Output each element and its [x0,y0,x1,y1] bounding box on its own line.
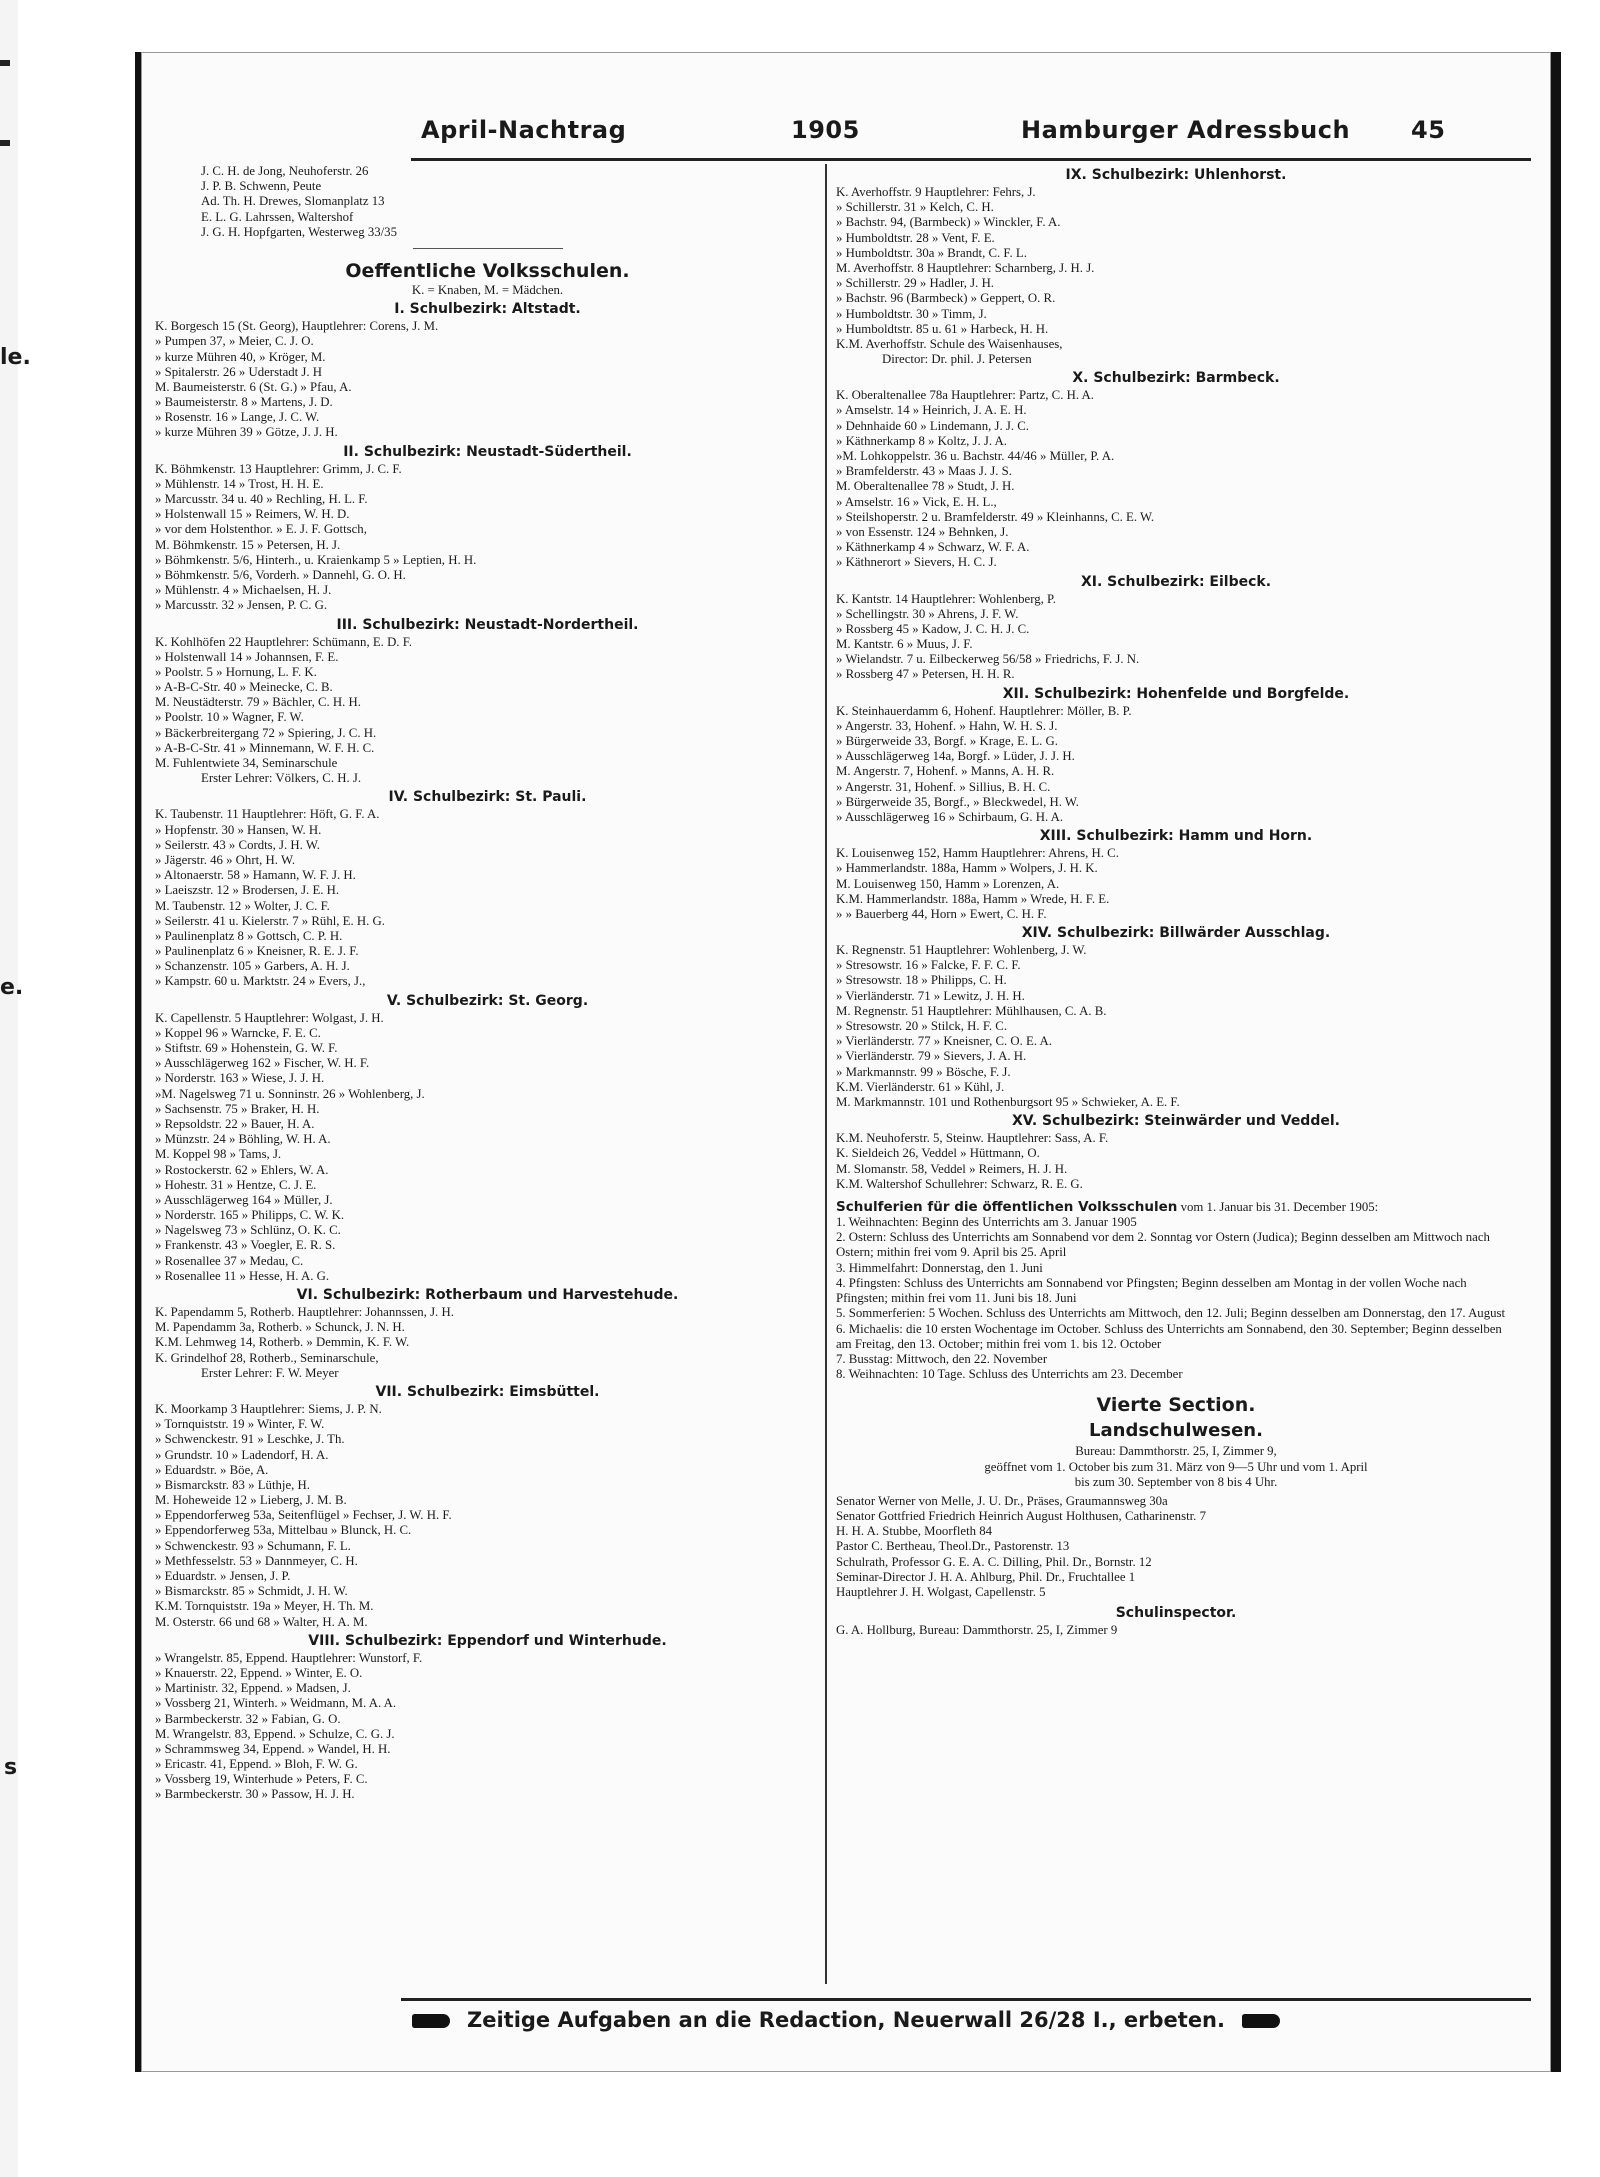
school-line: M. Markmannstr. 101 und Rothenburgsort 95 » Schwieker, A. E. F. [836,1094,1180,1109]
school-line: K. Moorkamp 3 Hauptlehrer: Siems, J. P. N. [155,1401,382,1416]
right-column [836,164,1516,1638]
school-line: » Bramfelderstr. 43 » Maas J. J. S. [836,464,1012,479]
school-line: » Stiftstr. 69 » Hohenstein, G. W. F. [155,1041,338,1056]
school-line: » Schrammsweg 34, Eppend. » Wandel, H. H. [155,1741,391,1756]
school-line: K.M. Waltershof Schullehrer: Schwarz, R. E. G. [836,1176,1083,1191]
edge-mark [0,140,10,146]
footer-text: Zeitige Aufgaben an die Redaction, Neuerwall 26/28 I., erbeten. [467,2008,1225,2032]
section-title: VI. Schulbezirk: Rotherbaum und Harvestehude. [296,1287,679,1304]
school-line: » Stresowstr. 20 » Stilck, H. F. C. [836,1019,1008,1033]
member-line: Pastor C. Bertheau, Theol.Dr., Pastorenstr. 13 [836,1539,1070,1554]
right-sections [836,166,1516,1192]
school-line: K. Böhmkenstr. 13 Hauptlehrer: Grimm, J. C. F. [155,461,402,476]
school-line: » Markmannstr. 99 » Bösche, F. J. [836,1064,1011,1079]
school-line: M. Böhmkenstr. 15 » Petersen, H. J. [155,537,341,552]
school-line: » Eduardstr. » Jensen, J. P. [155,1569,291,1584]
school-line: » Holstenwall 14 » Johannsen, F. E. [155,649,339,664]
school-line: » Wrangelstr. 85, Eppend. Hauptlehrer: Wunstorf, F. [155,1650,423,1665]
school-line: M. Osterstr. 66 und 68 » Walter, H. A. M. [155,1614,368,1629]
school-line: » Knauerstr. 22, Eppend. » Winter, E. O. [155,1665,363,1680]
school-line: » Ausschlägerweg 16 » Schirbaum, G. H. A. [836,809,1064,824]
section-title: XIV. Schulbezirk: Billwärder Ausschlag. [1021,925,1331,942]
margin-mark: le. [0,345,31,370]
school-line: M. Oberaltenallee 78 » Studt, J. H. [836,479,1015,494]
left-column [155,164,820,1803]
column-divider [825,164,827,1984]
school-line: M. Averhoffstr. 8 Hauptlehrer: Scharnberg, J. H. J. [836,260,1095,275]
ferien-item: 5. Sommerferien: 5 Wochen. Schluss des Unterrichts am Mittwoch, den 12. Juli; Beginn desselben am Donnerstag, den 17. August [836,1306,1506,1321]
school-line: K.M. Averhoffstr. Schule des Waisenhauses, [836,336,1063,351]
school-line: K. Borgesch 15 (St. Georg), Hauptlehrer: Corens, J. M. [155,319,439,334]
school-line: » Spitalerstr. 26 » Uderstadt J. H [155,364,323,379]
pointing-hand-icon [412,2014,450,2028]
ferien-item: 4. Pfingsten: Schluss des Unterrichts am Sonnabend vor Pfingsten; Beginn desselben am Montag in der vollen Woche nach Pfingsten; mithin frei vom 11. Juni bis 18. Juni [836,1275,1467,1306]
member-line: Senator Gottfried Friedrich Heinrich August Holthusen, Catharinenstr. 7 [836,1509,1206,1524]
bureau-block [836,1444,1516,1490]
page-number: 45 [1411,116,1446,144]
left-sections [155,300,820,1803]
scan-left-edge [0,0,18,2177]
school-line: » Seilerstr. 43 » Cordts, J. H. W. [155,837,320,852]
school-line: » Bismarckstr. 85 » Schmidt, J. H. W. [155,1584,348,1599]
school-line: » Bismarckstr. 83 » Lüthje, H. [155,1477,310,1492]
school-line: » Laeiszstr. 12 » Brodersen, J. E. H. [155,883,340,898]
section-title: IV. Schulbezirk: St. Pauli. [388,789,587,806]
section-title: III. Schulbezirk: Neustadt-Nordertheil. [336,616,639,633]
school-line: » Methfesselstr. 53 » Dannmeyer, C. H. [155,1553,358,1568]
school-line: » Ausschlägerweg 14a, Borgf. » Lüder, J. J. H. [836,749,1075,764]
school-line: » Käthnerkamp 4 » Schwarz, W. F. A. [836,540,1030,555]
school-line: » Rosenallee 37 » Medau, C. [155,1253,304,1268]
member-line: Seminar-Director J. H. A. Ahlburg, Phil. Dr., Fruchtallee 1 [836,1569,1136,1584]
school-line: » Eduardstr. » Böe, A. [155,1462,269,1477]
school-line: K. Averhoffstr. 9 Hauptlehrer: Fehrs, J. [836,185,1036,199]
school-line: » von Essenstr. 124 » Behnken, J. [836,524,1009,539]
ferien-title: Schulferien für die öffentlichen Volksschulen [836,1198,1178,1215]
school-line: »M. Lohkoppelstr. 36 u. Bachstr. 44/46 » Müller, P. A. [836,449,1115,463]
school-line: » A-B-C-Str. 40 » Meinecke, C. B. [155,680,333,695]
school-line: K.M. Neuhoferstr. 5, Steinw. Hauptlehrer: Sass, A. F. [836,1131,1109,1146]
school-line: Director: Dr. phil. J. Petersen [882,352,1032,367]
bureau-line: geöffnet vom 1. October bis zum 31. März von 9—5 Uhr und vom 1. April [984,1459,1368,1474]
school-line: » Frankenstr. 43 » Voegler, E. R. S. [155,1238,336,1253]
ferien-item: 1. Weihnachten: Beginn des Unterrichts am 3. Januar 1905 [836,1215,1137,1230]
member-line: H. H. A. Stubbe, Moorfleth 84 [836,1524,993,1539]
member-line: Schulrath, Professor G. E. A. C. Dilling, Phil. Dr., Bornstr. 12 [836,1554,1152,1569]
school-line: » A-B-C-Str. 41 » Minnemann, W. F. H. C. [155,740,375,755]
school-line: » Böhmkenstr. 5/6, Hinterh., u. Kraienkamp 5 » Leptien, H. H. [155,552,477,567]
school-line: » Stresowstr. 18 » Philipps, C. H. [836,973,1007,988]
vierte-section-title: Vierte Section. [1096,1394,1256,1417]
section-title: X. Schulbezirk: Barmbeck. [1072,370,1280,387]
school-line: M. Slomanstr. 58, Veddel » Reimers, H. J. H. [836,1161,1068,1176]
school-line: K.M. Tornquiststr. 19a » Meyer, H. Th. M. [155,1599,374,1614]
vierte-section-subtitle: Landschulwesen. [1089,1420,1263,1442]
school-line: M. Kantstr. 6 » Muus, J. F. [836,637,973,652]
school-line: M. Taubenstr. 12 » Wolter, J. C. F. [155,898,330,913]
school-line: K. Kohlhöfen 22 Hauptlehrer: Schümann, E. D. F. [155,634,412,649]
school-line: » Bürgerweide 35, Borgf., » Bleckwedel, H. W. [836,794,1079,809]
school-line: » Hohestr. 31 » Hentze, C. J. E. [155,1177,317,1192]
school-line: » Bäckerbreitergang 72 » Spiering, J. C. H. [155,725,377,740]
pointing-hand-icon [1242,2014,1280,2028]
section-title: IX. Schulbezirk: Uhlenhorst. [1065,167,1287,183]
school-line: » Kampstr. 60 u. Marktstr. 24 » Evers, J., [155,974,366,989]
ferien-heading [836,1200,1516,1215]
school-line: » Steilshoperstr. 2 u. Bramfelderstr. 49 » Kleinhanns, C. E. W. [836,509,1155,524]
school-line: M. Regnenstr. 51 Hauptlehrer: Mühlhausen, C. A. B. [836,1003,1107,1018]
section-title: XV. Schulbezirk: Steinwärder und Veddel. [1012,1113,1340,1130]
members-list [836,1494,1516,1600]
school-line: » Vierländerstr. 77 » Kneisner, C. O. E. A. [836,1034,1052,1049]
school-line: » Rosenallee 11 » Hesse, H. A. G. [155,1268,330,1283]
school-line: » Angerstr. 33, Hohenf. » Hahn, W. H. S. J. [836,718,1058,733]
school-line: K. Grindelhof 28, Rotherb., Seminarschule, [155,1350,379,1365]
legend: K. = Knaben, M. = Mädchen. [411,282,564,297]
school-line: » Rossberg 47 » Petersen, H. H. R. [836,667,1015,682]
top-entries [155,164,820,240]
school-line: » Marcusstr. 34 u. 40 » Rechling, H. L. F. [155,492,368,507]
inspector-line: G. A. Hollburg, Bureau: Dammthorstr. 25, I, Zimmer 9 [836,1623,1118,1638]
entry-line: J. P. B. Schwenn, Peute [201,179,322,194]
school-line: » Poolstr. 10 » Wagner, F. W. [155,710,304,725]
section-title: I. Schulbezirk: Altstadt. [394,301,581,318]
school-line: » Grundstr. 10 » Ladendorf, H. A. [155,1447,329,1462]
header-year: 1905 [791,116,860,144]
page-footer [141,2008,1551,2032]
school-line: » Vossberg 21, Winterh. » Weidmann, M. A. A. [155,1696,397,1711]
member-line: Hauptlehrer J. H. Wolgast, Capellenstr. 5 [836,1585,1046,1600]
entry-line: Ad. Th. H. Drewes, Slomanplatz 13 [201,194,385,209]
ferien-item: 7. Busstag: Mittwoch, den 22. November [836,1351,1048,1366]
school-line: K.M. Vierländerstr. 61 » Kühl, J. [836,1079,1005,1094]
entry-line: J. G. H. Hopfgarten, Westerweg 33/35 [201,224,397,239]
school-line: » Dehnhaide 60 » Lindemann, J. J. C. [836,418,1029,433]
school-line: » Amselstr. 16 » Vick, E. H. L., [836,494,997,509]
school-line: » Schwenckestr. 91 » Leschke, J. Th. [155,1432,345,1447]
ferien-item: 3. Himmelfahrt: Donnerstag, den 1. Juni [836,1260,1043,1275]
ferien-item: 8. Weihnachten: 10 Tage. Schluss des Unterrichts am 23. December [836,1367,1183,1382]
school-line: » Tornquiststr. 19 » Winter, F. W. [155,1417,325,1432]
member-line: Senator Werner von Melle, J. U. Dr., Präses, Graumannsweg 30a [836,1493,1168,1508]
school-line: M. Wrangelstr. 83, Eppend. » Schulze, C. G. J. [155,1726,395,1741]
school-line: » Holstenwall 15 » Reimers, W. H. D. [155,507,350,522]
header-left: April-Nachtrag [421,116,627,144]
school-line: » Norderstr. 163 » Wiese, J. J. H. [155,1071,325,1086]
school-line: » Bachstr. 96 (Barmbeck) » Geppert, O. R. [836,291,1056,306]
school-line: M. Papendamm 3a, Rotherb. » Schunck, J. N. H. [155,1320,405,1335]
school-line: » Amselstr. 14 » Heinrich, J. A. E. H. [836,403,1027,418]
school-line: » Vossberg 19, Winterhude » Peters, F. C. [155,1772,368,1787]
school-line: K. Sieldeich 26, Veddel » Hüttmann, O. [836,1146,1040,1161]
school-line: » Mühlenstr. 4 » Michaelsen, H. J. [155,583,332,598]
header-right: Hamburger Adressbuch [1021,116,1351,144]
school-line: » Eppendorferweg 53a, Mittelbau » Blunck, H. C. [155,1523,412,1538]
school-line: » Schillerstr. 31 » Kelch, C. H. [836,200,994,215]
school-line: » Seilerstr. 41 u. Kielerstr. 7 » Rühl, E. H. G. [155,913,385,928]
school-line: K. Kantstr. 14 Hauptlehrer: Wohlenberg, P. [836,591,1056,606]
school-line: » Mühlenstr. 14 » Trost, H. H. E. [155,476,324,491]
school-line: » Käthnerort » Sievers, H. C. J. [836,555,997,570]
divider [413,248,563,249]
school-line: » Barmbeckerstr. 30 » Passow, H. J. H. [155,1787,355,1802]
bureau-line: Bureau: Dammthorstr. 25, I, Zimmer 9, [1075,1444,1277,1459]
entry-line: J. C. H. de Jong, Neuhoferstr. 26 [201,164,369,178]
ferien-item: 2. Ostern: Schluss des Unterrichts am Sonnabend vor dem 2. Sonntag vor Ostern (Judica); Beginn desselben am Mittwoch nach Ostern; mithin frei vom 9. April bis 25. April [836,1230,1490,1260]
school-line: M. Louisenweg 150, Hamm » Lorenzen, A. [836,876,1060,891]
school-line: M. Hoheweide 12 » Lieberg, J. M. B. [155,1493,347,1508]
main-title: Oeffentliche Volksschulen. [345,259,630,282]
document-page [135,52,1561,2072]
section-title: II. Schulbezirk: Neustadt-Südertheil. [343,443,632,460]
school-line: » Repsoldstr. 22 » Bauer, H. A. [155,1116,315,1131]
school-line: K. Capellenstr. 5 Hauptlehrer: Wolgast, J. H. [155,1010,384,1025]
school-line: M. Baumeisterstr. 6 (St. G.) » Pfau, A. [155,379,352,394]
school-line: » Altonaerstr. 58 » Hamann, W. F. J. H. [155,868,356,883]
school-line: K.M. Lehmweg 14, Rotherb. » Demmin, K. F. W. [155,1335,410,1350]
school-line: » Rostockerstr. 62 » Ehlers, W. A. [155,1162,329,1177]
school-line: M. Fuhlentwiete 34, Seminarschule [155,756,338,771]
school-line: » kurze Mühren 39 » Götze, J. J. H. [155,425,338,440]
school-line: » Vierländerstr. 79 » Sievers, J. A. H. [836,1049,1027,1064]
school-line: » Martinistr. 32, Eppend. » Madsen, J. [155,1681,351,1696]
margin-mark: e. [0,975,24,1000]
school-line: » Hammerlandstr. 188a, Hamm » Wolpers, J. H. K. [836,861,1098,876]
school-line: » Barmbeckerstr. 32 » Fabian, G. O. [155,1711,341,1726]
section-title: XIII. Schulbezirk: Hamm und Horn. [1039,828,1313,845]
school-line: » Bachstr. 94, (Barmbeck) » Winckler, F. A. [836,215,1061,230]
school-line: K. Papendamm 5, Rotherb. Hauptlehrer: Johannssen, J. H. [155,1305,454,1320]
school-line: » Humboldtstr. 28 » Vent, F. E. [836,230,995,245]
entry-line: E. L. G. Lahrssen, Waltershof [201,209,354,224]
school-line: » Humboldtstr. 30 » Timm, J. [836,306,987,321]
school-line: » Ausschlägerweg 162 » Fischer, W. H. F. [155,1056,370,1071]
ferien-title-rest: vom 1. Januar bis 31. December 1905: [1180,1199,1379,1214]
school-line: » Schanzenstr. 105 » Garbers, A. H. J. [155,959,350,974]
school-line: » Schwenckestr. 93 » Schumann, F. L. [155,1538,351,1553]
school-line: Erster Lehrer: F. W. Meyer [201,1365,339,1380]
school-line: » Pumpen 37, » Meier, C. J. O. [155,334,314,349]
bureau-line: bis zum 30. September von 8 bis 4 Uhr. [1074,1474,1278,1489]
school-line: » Schillerstr. 29 » Hadler, J. H. [836,276,995,291]
school-line: K. Steinhauerdamm 6, Hohenf. Hauptlehrer: Möller, B. P. [836,703,1132,718]
school-line: » Ausschlägerweg 164 » Müller, J. [155,1192,333,1207]
section-title: VII. Schulbezirk: Eimsbüttel. [375,1383,600,1400]
school-line: »M. Nagelsweg 71 u. Sonninstr. 26 » Wohlenberg, J. [155,1086,425,1101]
school-line: K. Oberaltenallee 78a Hauptlehrer: Partz, C. H. A. [836,388,1094,403]
school-line: » Hopfenstr. 30 » Hansen, W. H. [155,822,322,837]
school-line: » Jägerstr. 46 » Ohrt, H. W. [155,852,296,867]
school-line: » vor dem Holstenthor. » E. J. F. Gottsch, [155,522,367,537]
school-line: K. Regnenstr. 51 Hauptlehrer: Wohlenberg, J. W. [836,943,1087,958]
school-line: » Paulinenplatz 6 » Kneisner, R. E. J. F. [155,944,359,959]
margin-mark: s [4,1755,18,1780]
school-line: » Bürgerweide 33, Borgf. » Krage, E. L. G. [836,734,1059,748]
ferien-item: 6. Michaelis: die 10 ersten Wochentage im October. Schluss des Unterrichts am Sonnabend, den 30. September; Beginn desselben am Freitag, den 13. October; mithin frei vom 1. bis 12. October [836,1321,1502,1351]
school-line: M. Neustädterstr. 79 » Bächler, C. H. H. [155,695,361,710]
footer-rule [401,1998,1531,2001]
school-line: » Böhmkenstr. 5/6, Vorderh. » Dannehl, G. O. H. [155,567,406,582]
section-title: XII. Schulbezirk: Hohenfelde und Borgfelde. [1002,685,1350,702]
school-line: » Angerstr. 31, Hohenf. » Sillius, B. H. C. [836,779,1051,794]
ferien-list [836,1215,1516,1382]
school-line: » Humboldtstr. 30a » Brandt, C. F. L. [836,245,1027,260]
school-line: K. Louisenweg 152, Hamm Hauptlehrer: Ahrens, H. C. [836,846,1119,861]
header-rule [411,158,1531,161]
school-line: » kurze Mühren 40, » Kröger, M. [155,349,326,364]
school-line: » Münzstr. 24 » Böhling, W. H. A. [155,1132,331,1147]
school-line: » » Bauerberg 44, Horn » Ewert, C. H. F. [836,906,1047,921]
school-line: » Koppel 96 » Warncke, F. E. C. [155,1025,321,1040]
school-line: » Paulinenplatz 8 » Gottsch, C. P. H. [155,928,343,943]
edge-mark [0,60,10,66]
school-line: » Norderstr. 165 » Philipps, C. W. K. [155,1208,345,1223]
school-line: » Käthnerkamp 8 » Koltz, J. J. A. [836,433,1007,448]
section-title: V. Schulbezirk: St. Georg. [386,992,589,1009]
school-line: » Rosenstr. 16 » Lange, J. C. W. [155,410,320,425]
school-line: » Ericastr. 41, Eppend. » Bloh, F. W. G. [155,1757,358,1772]
school-line: K.M. Hammerlandstr. 188a, Hamm » Wrede, H. F. E. [836,891,1110,906]
school-line: » Poolstr. 5 » Hornung, L. F. K. [155,664,317,679]
school-line: K. Taubenstr. 11 Hauptlehrer: Höft, G. F. A. [155,807,380,822]
school-line: M. Koppel 98 » Tams, J. [155,1147,282,1162]
school-line: » Vierländerstr. 71 » Lewitz, J. H. H. [836,988,1025,1003]
section-title: VIII. Schulbezirk: Eppendorf und Winterhude. [308,1632,667,1649]
inspector-title: Schulinspector. [1115,1605,1237,1622]
school-line: » Nagelsweg 73 » Schlünz, O. K. C. [155,1223,341,1238]
school-line: Erster Lehrer: Völkers, C. H. J. [201,771,362,786]
section-title: XI. Schulbezirk: Eilbeck. [1080,573,1272,590]
school-line: » Marcusstr. 32 » Jensen, P. C. G. [155,598,328,613]
school-line: » Schellingstr. 30 » Ahrens, J. F. W. [836,606,1019,621]
school-line: » Stresowstr. 16 » Falcke, F. F. C. F. [836,958,1021,973]
page-header [141,116,1551,156]
school-line: » Rossberg 45 » Kadow, J. C. H. J. C. [836,621,1030,636]
school-line: » Sachsenstr. 75 » Braker, H. H. [155,1101,320,1116]
school-line: » Baumeisterstr. 8 » Martens, J. D. [155,395,333,410]
school-line: » Wielandstr. 7 u. Eilbeckerweg 56/58 » Friedrichs, F. J. N. [836,652,1140,667]
school-line: » Eppendorferweg 53a, Seitenflügel » Fechser, J. W. H. F. [155,1508,452,1523]
school-line: » Humboldtstr. 85 u. 61 » Harbeck, H. H. [836,321,1049,336]
school-line: M. Angerstr. 7, Hohenf. » Manns, A. H. R. [836,764,1055,779]
